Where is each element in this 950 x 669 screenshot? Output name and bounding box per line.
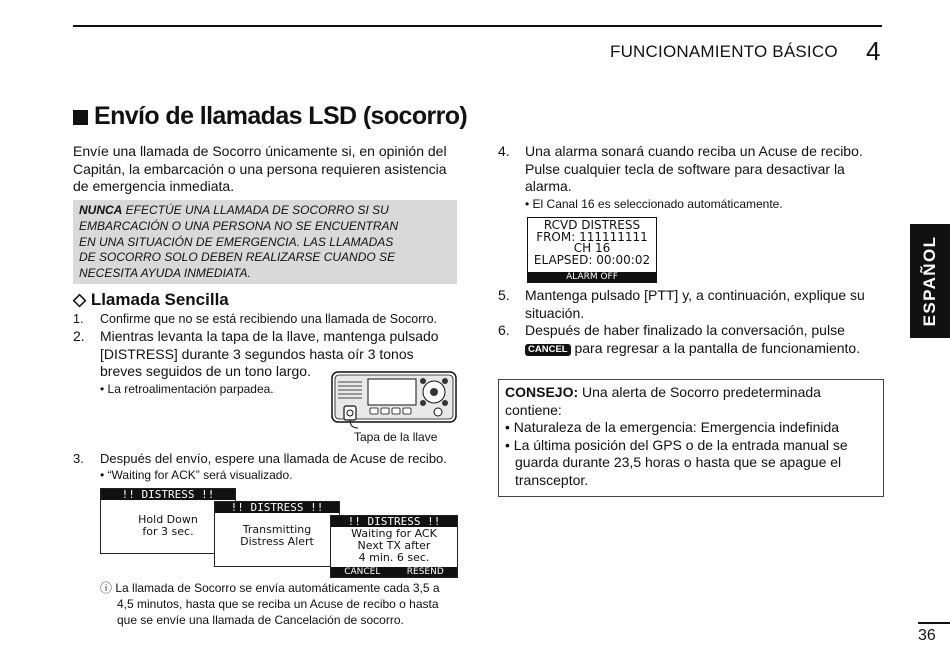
lcd-line: for 3 sec. — [142, 525, 194, 538]
lcd-title-bar: !! DISTRESS !! — [331, 516, 457, 527]
step-5 — [498, 287, 888, 322]
tip-text: Una alerta de Socorro predeterminada — [578, 384, 821, 400]
chapter-title: FUNCIONAMIENTO BÁSICO — [610, 42, 838, 61]
warning-bold: NUNCA — [79, 203, 123, 217]
resend-softkey: RESEND — [406, 567, 444, 577]
page-number: 36 — [918, 627, 936, 644]
section-title-text: Envío de llamadas LSD (socorro) — [94, 102, 468, 130]
tip-bullet-cont: transceptor. — [515, 471, 589, 488]
step-text: [DISTRESS] durante 3 segundos hasta oír 3 tonos — [100, 345, 414, 362]
warning-text: EFECTÚE UNA LLAMADA DE SOCORRO SI SU — [122, 203, 389, 217]
lcd-line: FROM: 111111111 — [536, 229, 648, 244]
step-number: 3. — [73, 451, 84, 466]
section-title — [73, 102, 467, 131]
lcd-screen-transmitting — [214, 501, 340, 567]
step-text: situación. — [525, 304, 585, 321]
warning-line: EN UNA SITUACIÓN DE EMERGENCIA. LAS LLAMADAS — [79, 234, 394, 249]
step-text: Una alarma sonará cuando reciba un Acuse de recibo. — [525, 143, 863, 159]
lcd-line: ELAPSED: 00:00:02 — [533, 252, 651, 267]
step-number: 4. — [498, 143, 510, 159]
subsection-title: Llamada Sencilla — [90, 290, 229, 309]
info-icon: ⓘ — [100, 581, 113, 595]
lcd-line: Waiting for ACK — [351, 527, 437, 540]
diamond-icon: ◇ — [73, 290, 87, 309]
lcd-line: Transmitting — [242, 523, 312, 536]
language-side-tab-label: ESPAÑOL — [920, 235, 939, 327]
language-side-tab — [910, 224, 950, 338]
chapter-number: 4 — [866, 36, 881, 66]
lcd-softkey-bar: ALARM OFF — [528, 272, 656, 282]
footer-rule — [918, 622, 950, 624]
lcd-title-bar: !! DISTRESS !! — [215, 502, 339, 513]
tip-box — [498, 379, 884, 497]
intro-line: Envíe una llamada de Socorro únicamente si, en opinión del — [73, 143, 447, 159]
tip-bullet: • La última posición del GPS o de la entrada manual se — [505, 436, 848, 453]
lcd-line: Hold Down — [138, 513, 198, 526]
warning-line: EMBARCACIÓN O UNA PERSONA NO SE ENCUENTRAN — [79, 218, 399, 233]
warning-box — [73, 200, 457, 284]
step-number: 5. — [498, 287, 510, 303]
info-line: que se envíe una llamada de Cancelación de socorro. — [117, 613, 404, 627]
tip-text: contiene: — [505, 401, 562, 418]
tip-bullet: • Naturaleza de la emergencia: Emergencia indefinida — [505, 419, 840, 435]
warning-line: DE SOCORRO SOLO DEBEN REALIZARSE CUANDO SE — [79, 250, 396, 265]
intro-line: de emergencia inmediata. — [73, 178, 235, 194]
step-number: 1. — [73, 312, 84, 326]
subsection-heading — [73, 290, 229, 310]
tip-bullet-cont: guarda durante 23,5 horas o hasta que se apague el — [515, 454, 842, 470]
lcd-line: 4 min. 6 sec. — [358, 551, 430, 564]
warning-line — [79, 203, 451, 219]
lcd-line: RCVD DISTRESS — [543, 218, 641, 232]
lcd-line: Distress Alert — [240, 535, 314, 548]
lcd-screen-rcvd-distress — [527, 217, 657, 283]
info-line: La llamada de Socorro se envía automáticamente cada 3,5 a — [115, 581, 440, 595]
lcd-screen-waiting-ack — [330, 515, 458, 578]
step-1 — [73, 311, 437, 327]
step-number: 2. — [73, 328, 85, 344]
info-line: 4,5 minutos, hasta que se reciba un Acuse de recibo o hasta — [117, 597, 439, 611]
lcd-softkey-bar — [331, 567, 457, 577]
step-6 — [498, 322, 888, 357]
info-note — [100, 580, 462, 628]
step-text: alarma. — [525, 178, 572, 194]
step-text: Después del envío, espere una llamada de Acuse de recibo. — [100, 451, 447, 466]
cancel-key-chip: CANCEL — [525, 344, 571, 356]
step-text: Mantenga pulsado [PTT] y, a continuación, explique su — [525, 287, 865, 303]
step-4 — [498, 143, 888, 212]
square-bullet-icon — [73, 110, 88, 125]
radio-caption: Tapa de la llave — [354, 430, 438, 444]
intro-line: Capitán, la embarcación o una persona requieren asistencia — [73, 160, 447, 177]
step-text: Pulse cualquier tecla de software para desactivar la — [525, 160, 845, 177]
lcd-line: CH 16 — [573, 241, 611, 255]
lcd-line: Next TX after — [357, 539, 431, 552]
tip-label: CONSEJO: — [505, 384, 579, 400]
step-text: Después de haber finalizado la conversación, pulse — [525, 322, 845, 338]
step-text: Mientras levanta la tapa de la llave, mantenga pulsado — [100, 328, 439, 344]
intro-paragraph — [73, 143, 463, 196]
warning-line: NECESITA AYUDA INMEDIATA. — [79, 266, 251, 281]
step-number: 6. — [498, 322, 510, 338]
step-text: Confirme que no se está recibiendo una llamada de Socorro. — [100, 312, 438, 326]
header-rule — [73, 25, 882, 27]
step-note: • La retroalimentación parpadea. — [100, 381, 274, 396]
cancel-softkey: CANCEL — [344, 567, 381, 577]
step-note: • “Waiting for ACK” será visualizado. — [100, 468, 293, 482]
step-3 — [73, 451, 465, 483]
step-note: • El Canal 16 es seleccionado automáticamente. — [525, 196, 783, 211]
step-text: para regresar a la pantalla de funcionamiento. — [570, 339, 861, 356]
lcd-title-bar: !! DISTRESS !! — [101, 489, 235, 500]
step-text: breves seguidos de un tono largo. — [100, 363, 311, 379]
